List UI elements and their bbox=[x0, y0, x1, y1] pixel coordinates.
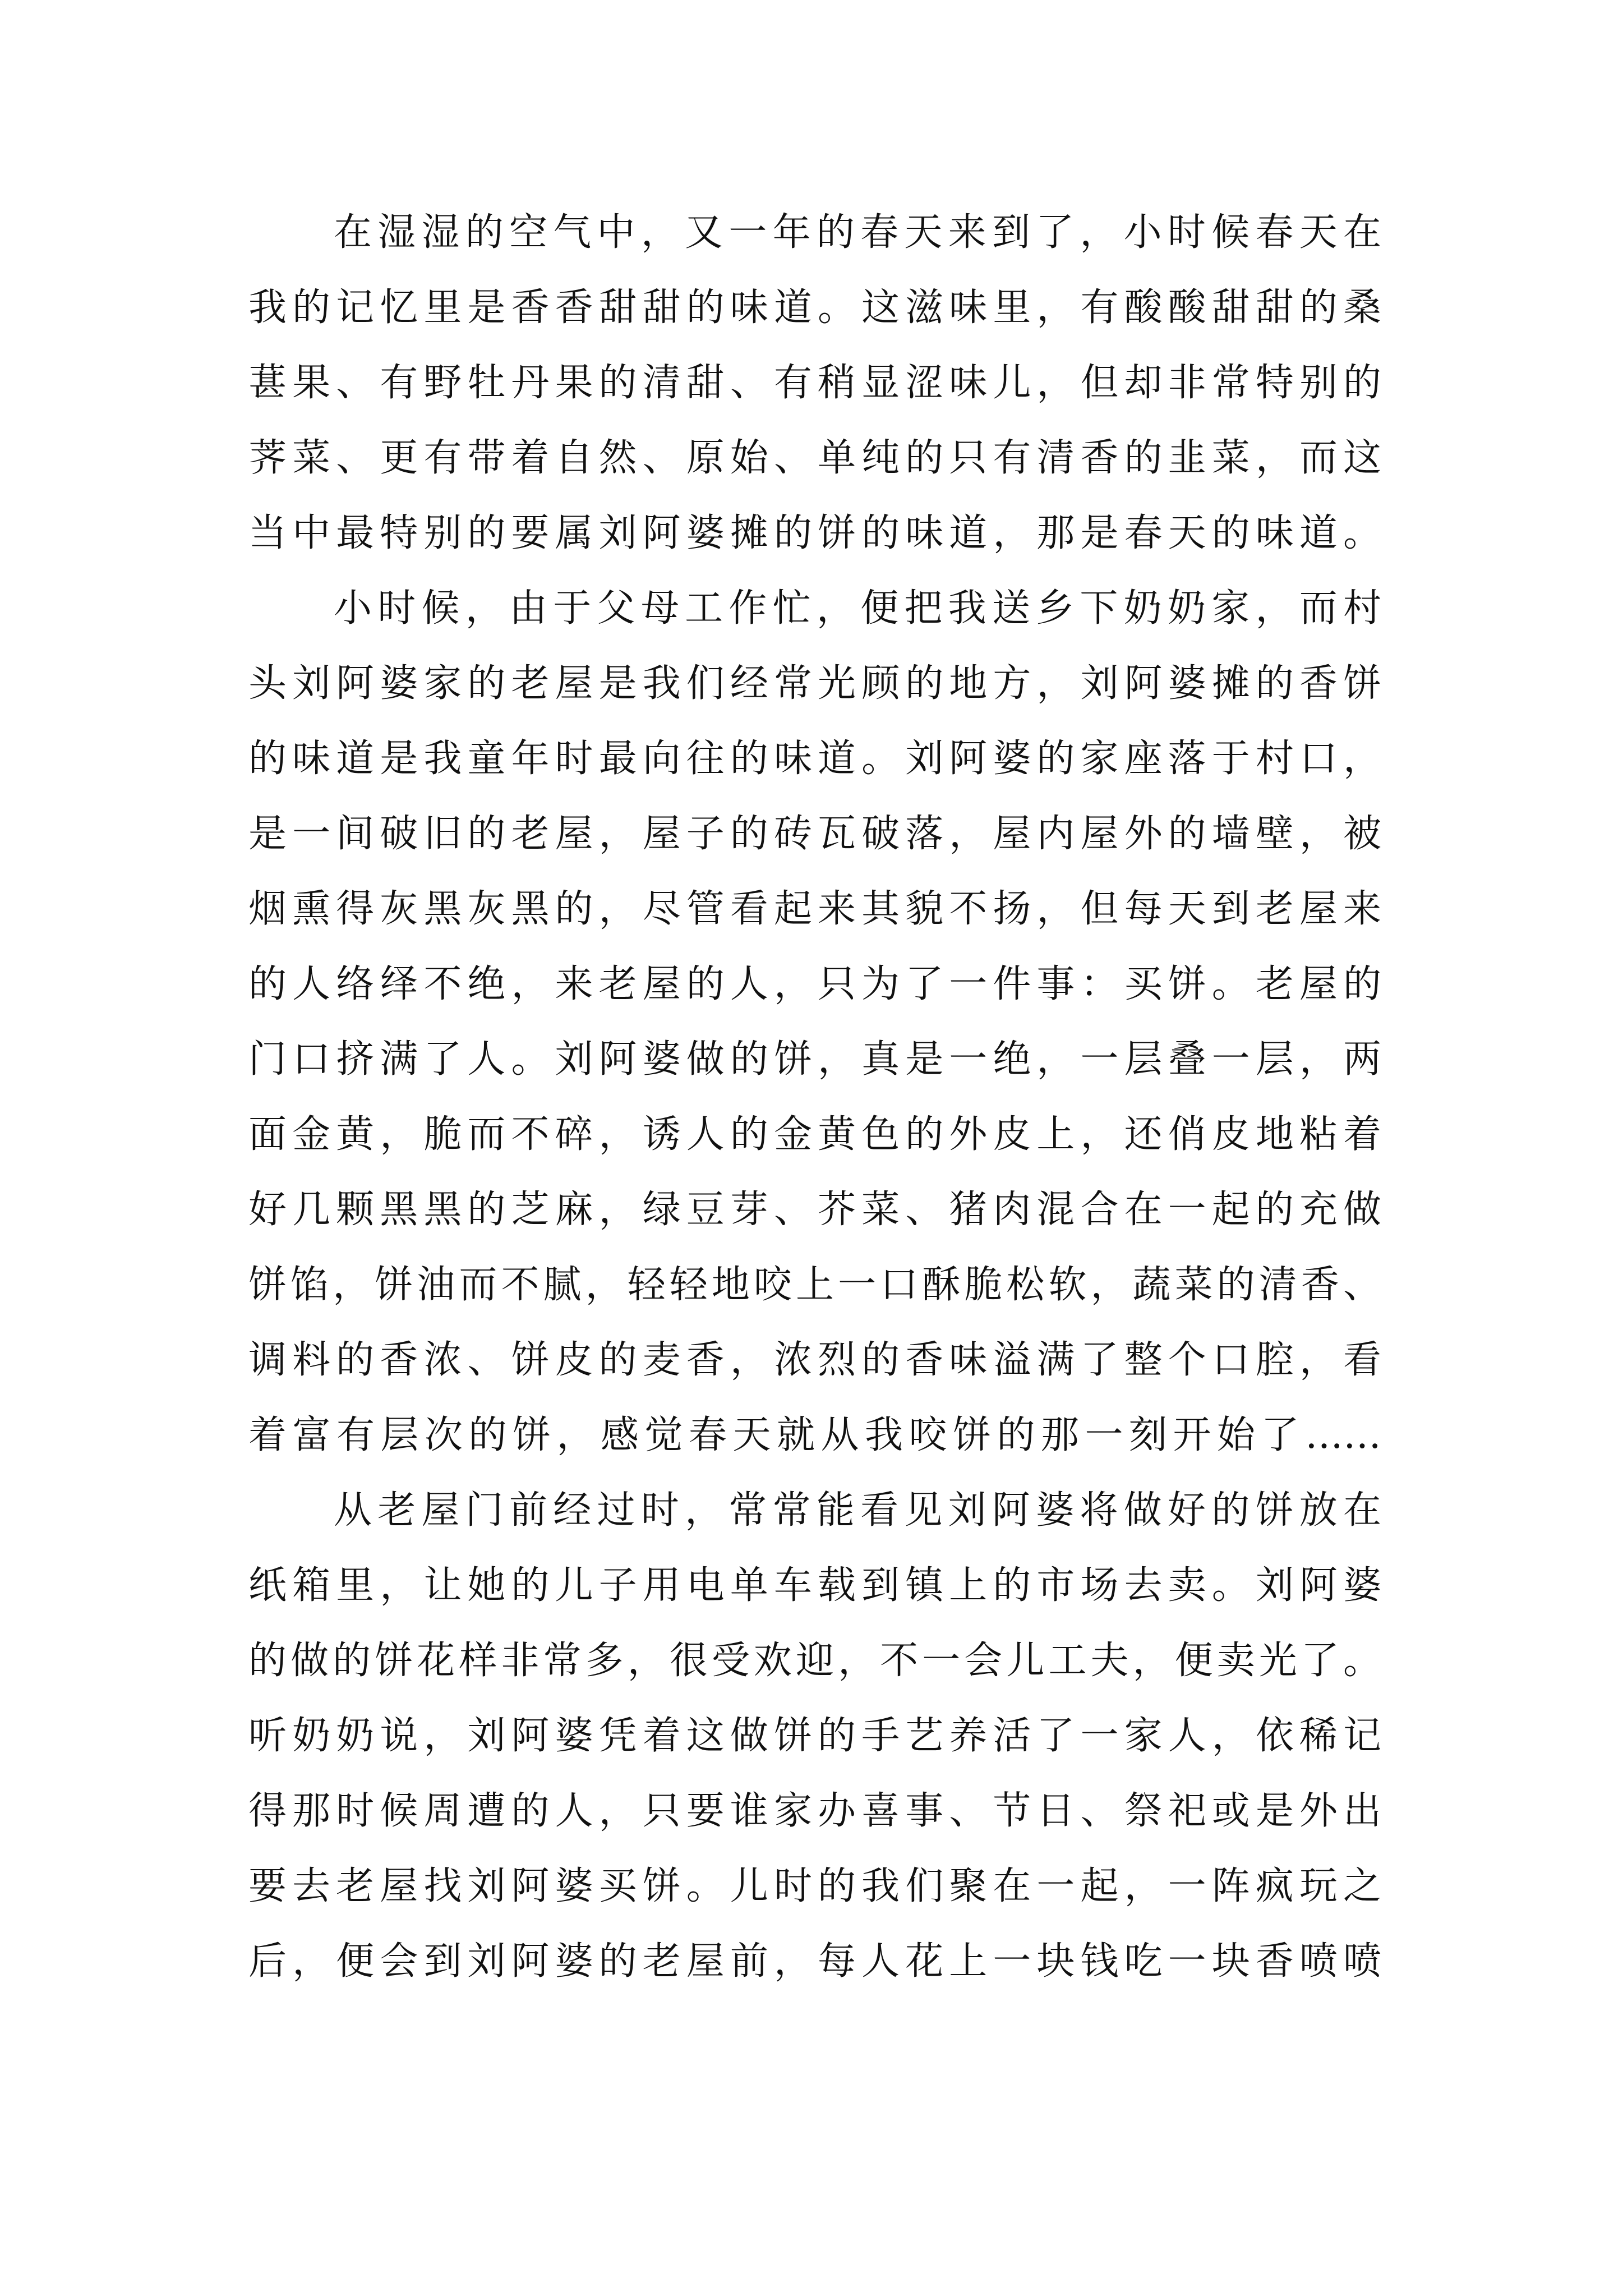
paragraph-2-line-9: 好几颗黑黑的芝麻，绿豆芽、芥菜、猪肉混合在一起的充做 bbox=[248, 1188, 1381, 1232]
paragraph-2-line-8: 面金黄，脆而不碎，诱人的金黄色的外皮上，还俏皮地粘着 bbox=[248, 1112, 1381, 1157]
paragraph-2-line-5: 烟熏得灰黑灰黑的，尽管看起来其貌不扬，但每天到老屋来 bbox=[248, 887, 1381, 931]
paragraph-1-line-2: 我的记忆里是香香甜甜的味道。这滋味里，有酸酸甜甜的桑 bbox=[248, 286, 1381, 330]
paragraph-2-line-11: 调料的香浓、饼皮的麦香，浓烈的香味溢满了整个口腔，看 bbox=[248, 1338, 1381, 1382]
paragraph-2-line-12: 着富有层次的饼，感觉春天就从我咬饼的那一刻开始了…… bbox=[248, 1413, 1381, 1457]
paragraph-1-line-5: 当中最特别的要属刘阿婆摊的饼的味道，那是春天的味道。 bbox=[248, 511, 1381, 555]
paragraph-2-line-4: 是一间破旧的老屋，屋子的砖瓦破落，屋内屋外的墙壁，被 bbox=[248, 812, 1381, 856]
paragraph-3-line-1: 从老屋门前经过时，常常能看见刘阿婆将做好的饼放在 bbox=[334, 1488, 1381, 1533]
paragraph-2-line-1: 小时候，由于父母工作忙，便把我送乡下奶奶家，而村 bbox=[334, 586, 1381, 631]
paragraph-3-line-5: 得那时候周遭的人，只要谁家办喜事、节日、祭祀或是外出 bbox=[248, 1789, 1381, 1833]
paragraph-1-line-3: 葚果、有野牡丹果的清甜、有稍显涩味儿，但却非常特别的 bbox=[248, 361, 1381, 405]
paragraph-2-line-7: 门口挤满了人。刘阿婆做的饼，真是一绝，一层叠一层，两 bbox=[248, 1037, 1381, 1082]
paragraph-3-line-7: 后，便会到刘阿婆的老屋前，每人花上一块钱吃一块香喷喷 bbox=[248, 1939, 1381, 1984]
paragraph-3-line-3: 的做的饼花样非常多，很受欢迎，不一会儿工夫，便卖光了。 bbox=[248, 1639, 1381, 1683]
paragraph-2-line-10: 饼馅，饼油而不腻，轻轻地咬上一口酥脆松软，蔬菜的清香、 bbox=[248, 1263, 1381, 1307]
paragraph-3-line-2: 纸箱里，让她的儿子用电单车载到镇上的市场去卖。刘阿婆 bbox=[248, 1563, 1381, 1608]
paragraph-1-line-1: 在湿湿的空气中，又一年的春天来到了，小时候春天在 bbox=[334, 210, 1381, 255]
paragraph-1-line-4: 荠菜、更有带着自然、原始、单纯的只有清香的韭菜，而这 bbox=[248, 436, 1381, 480]
paragraph-3-line-6: 要去老屋找刘阿婆买饼。儿时的我们聚在一起，一阵疯玩之 bbox=[248, 1864, 1381, 1908]
paragraph-2-line-6: 的人络绎不绝，来老屋的人，只为了一件事：买饼。老屋的 bbox=[248, 962, 1381, 1006]
paragraph-3-line-4: 听奶奶说，刘阿婆凭着这做饼的手艺养活了一家人，依稀记 bbox=[248, 1714, 1381, 1758]
body-text bbox=[248, 195, 1381, 1999]
paragraph-2-line-2: 头刘阿婆家的老屋是我们经常光顾的地方，刘阿婆摊的香饼 bbox=[248, 661, 1381, 706]
paragraph-2-line-3: 的味道是我童年时最向往的味道。刘阿婆的家座落于村口， bbox=[248, 737, 1381, 781]
